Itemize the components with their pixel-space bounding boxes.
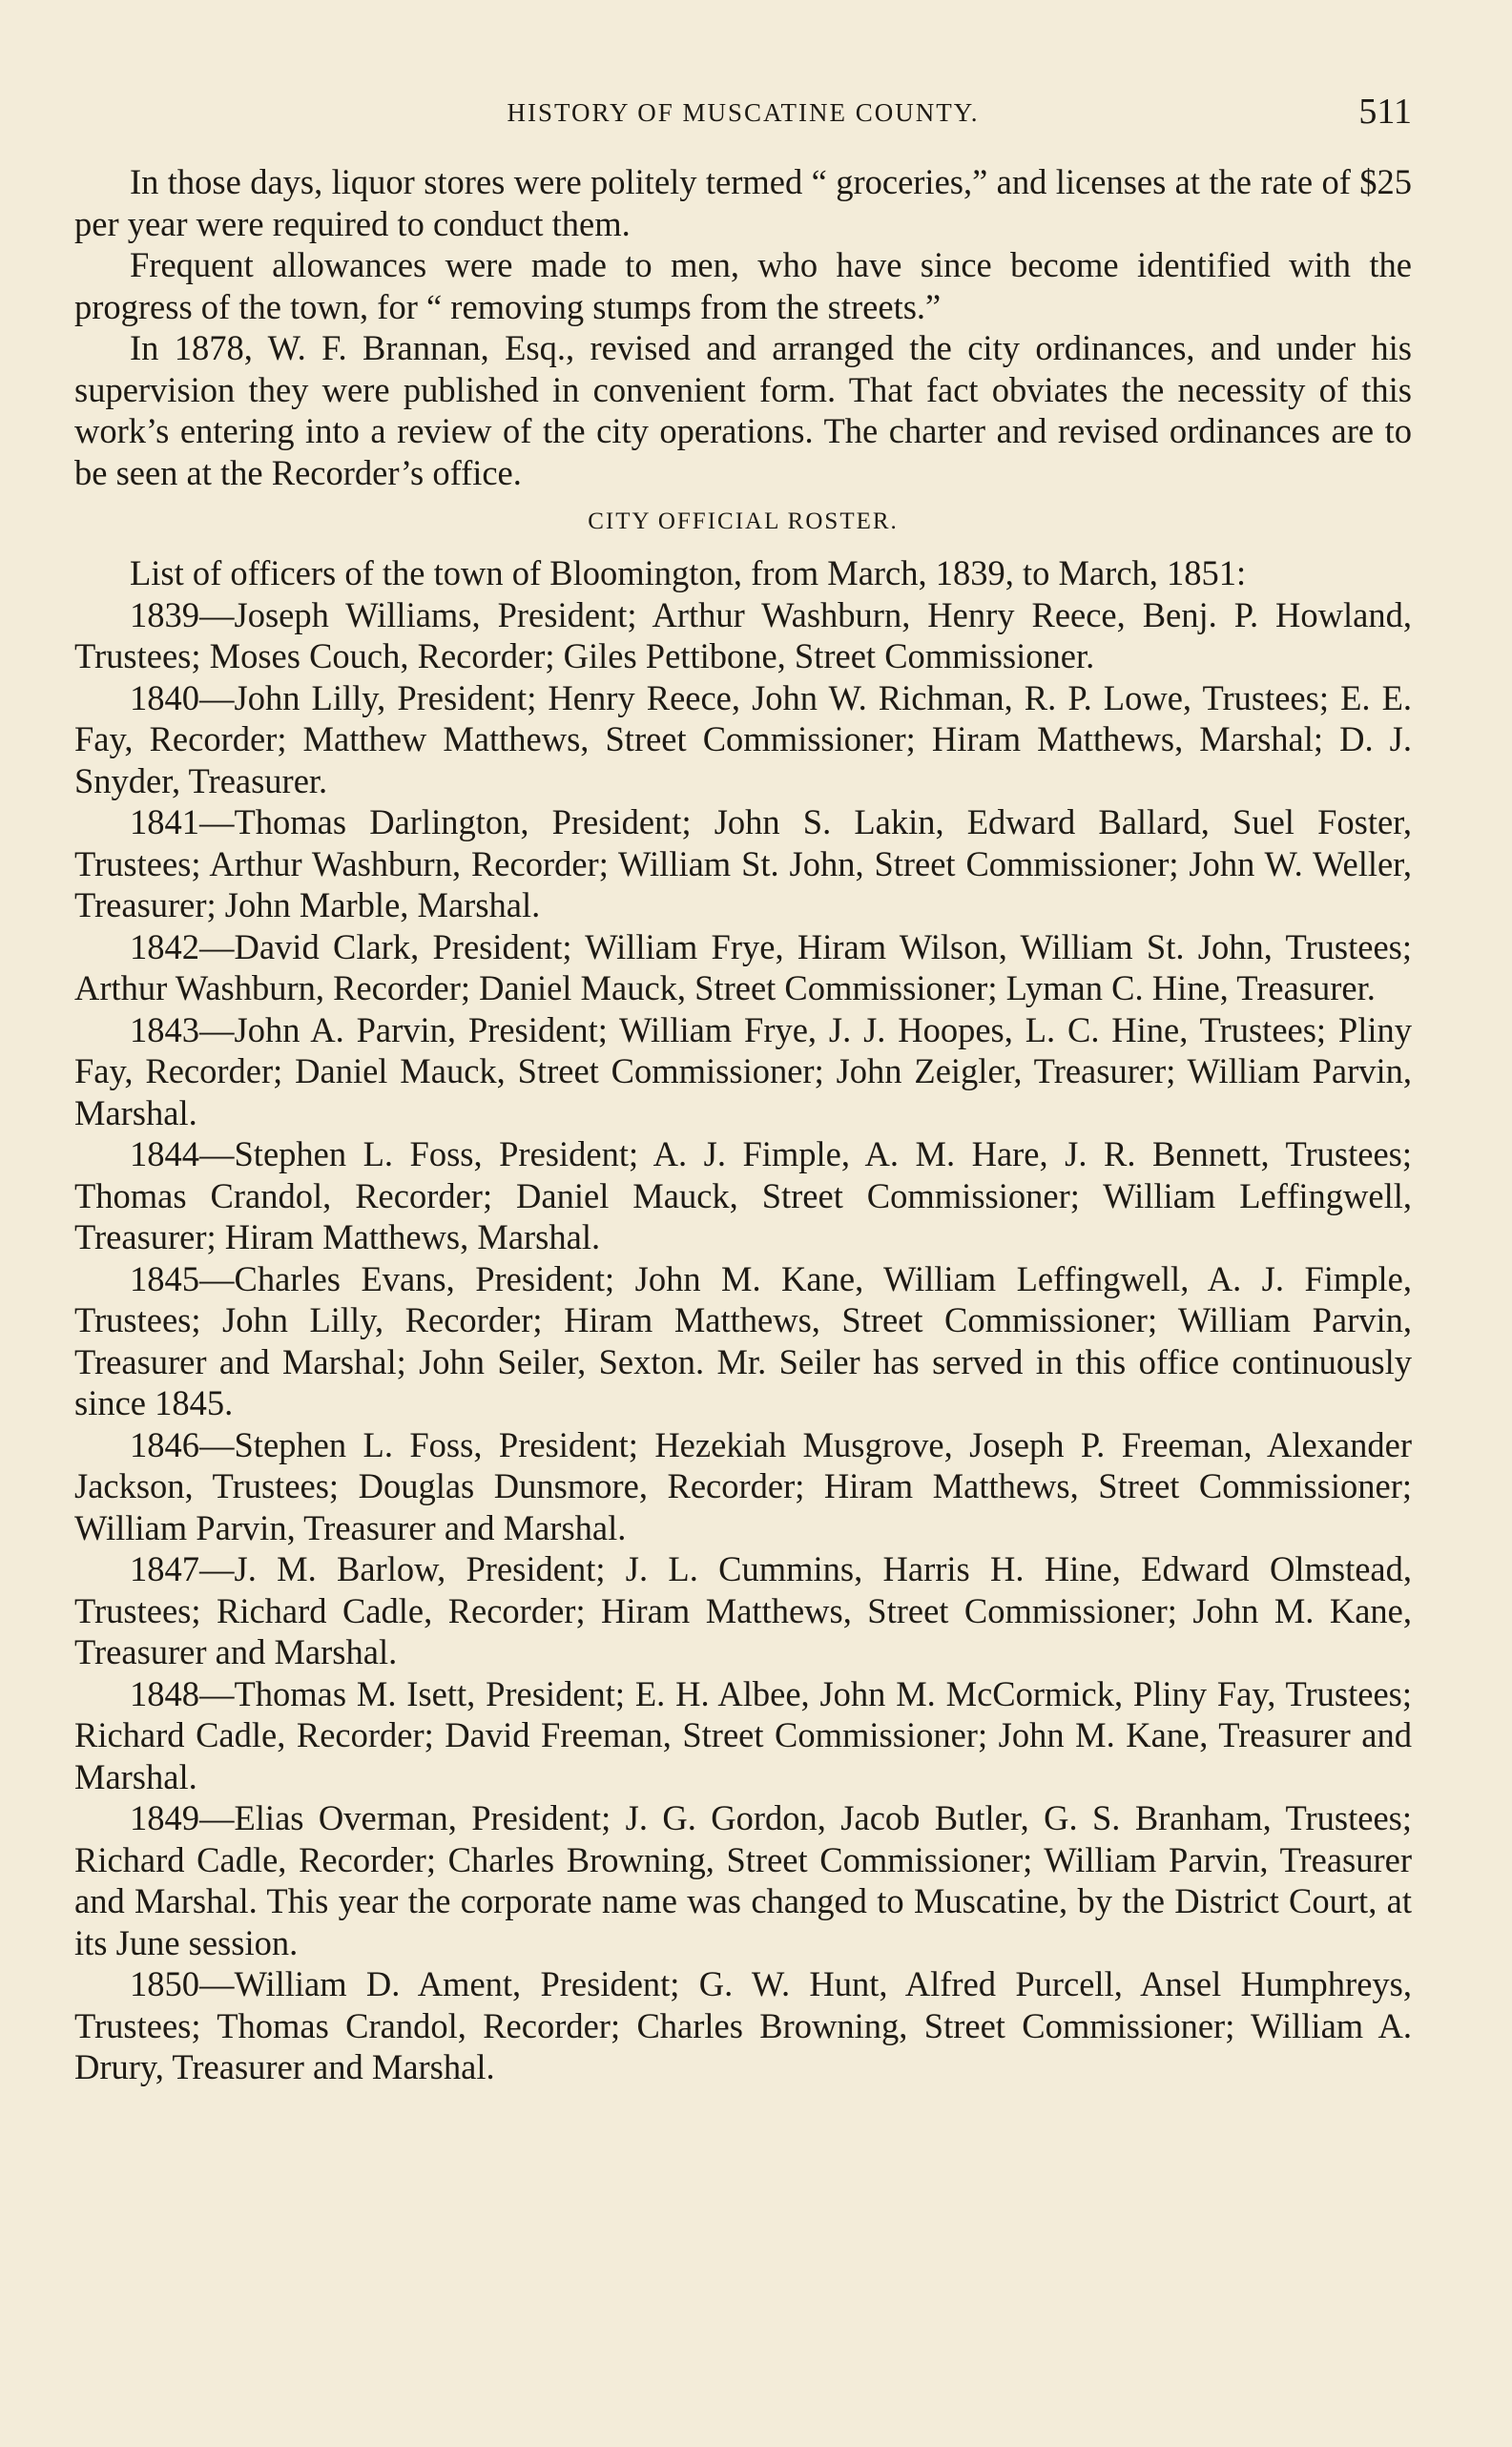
roster-entry-1847: 1847—J. M. Barlow, President; J. L. Cummins, Harris H. Hine, Edward Olmstead, Trustees; Richard Cadle, Recorder; Hiram Matthews, Street Commissioner; John M. Kane, Treasurer and Marshal. bbox=[74, 1549, 1412, 1671]
roster-entry-1850: 1850—William D. Ament, President; G. W. Hunt, Alfred Purcell, Ansel Humphreys, Trustees; Thomas Crandol, Recorder; Charles Browning, Street Commissioner; William A. Drury, Treasurer and Marshal. bbox=[74, 1964, 1412, 2086]
roster-entry-1843: 1843—John A. Parvin, President; William Frye, J. J. Hoopes, L. C. Hine, Trustees; Pliny Fay, Recorder; Daniel Mauck, Street Commissioner; John Zeigler, Treasurer; William Parvin, Marshal. bbox=[74, 1009, 1412, 1132]
paragraph-ordinances: In 1878, W. F. Brannan, Esq., revised and arranged the city ordinances, and under his supervision they were published in convenient form. That fact obviates the necessity of this work’s entering into a review of the city operations. The charter and revised ordinances are to be seen at the Recorder’s office. bbox=[74, 328, 1412, 492]
roster-entry-1846: 1846—Stephen L. Foss, President; Hezekiah Musgrove, Joseph P. Freeman, Alexander Jackson, Trustees; Douglas Dunsmore, Recorder; Hiram Matthews, Street Commissioner; William Parvin, Treasurer and Marshal. bbox=[74, 1424, 1412, 1547]
roster-entry-1840: 1840—John Lilly, President; Henry Reece, John W. Richman, R. P. Lowe, Trustees; E. E. Fay, Recorder; Matthew Matthews, Street Commissioner; Hiram Matthews, Marshal; D. J. Snyder, Treasurer. bbox=[74, 677, 1412, 800]
roster-entry-1848: 1848—Thomas M. Isett, President; E. H. Albee, John M. McCormick, Pliny Fay, Trustees; Richard Cadle, Recorder; David Freeman, Street Commissioner; John M. Kane, Treasurer and Marshal. bbox=[74, 1673, 1412, 1796]
book-page bbox=[74, 91, 1412, 2088]
running-title: HISTORY OF MUSCATINE COUNTY. bbox=[507, 98, 980, 127]
paragraph-stumps: Frequent allowances were made to men, who have since become identified with the progress of the town, for “ removing stumps from the streets.” bbox=[74, 245, 1412, 326]
roster-intro: List of officers of the town of Bloomington, from March, 1839, to March, 1851: bbox=[130, 553, 1247, 592]
section-heading: CITY OFFICIAL ROSTER. bbox=[588, 508, 899, 534]
roster-entry-1841: 1841—Thomas Darlington, President; John S. Lakin, Edward Ballard, Suel Foster, Trustees; Arthur Washburn, Recorder; William St. John, Street Commissioner; John W. Weller, Treasurer; John Marble, Marshal. bbox=[74, 802, 1412, 924]
roster-entry-1849: 1849—Elias Overman, President; J. G. Gordon, Jacob Butler, G. S. Branham, Trustees; Richard Cadle, Recorder; Charles Browning, Street Commissioner; William Parvin, Treasurer and Marshal. This year the corporate name was changed to Muscatine, by the District Court, at its June session. bbox=[74, 1798, 1412, 1962]
roster-entry-1842: 1842—David Clark, President; William Frye, Hiram Wilson, William St. John, Trustees; Arthur Washburn, Recorder; Daniel Mauck, Street Commissioner; Lyman C. Hine, Treasurer. bbox=[74, 926, 1412, 1007]
roster-entry-1844: 1844—Stephen L. Foss, President; A. J. Fimple, A. M. Hare, J. R. Bennett, Trustees; Thomas Crandol, Recorder; Daniel Mauck, Street Commissioner; William Leffingwell, Treasurer; Hiram Matthews, Marshal. bbox=[74, 1134, 1412, 1256]
running-header bbox=[74, 91, 1412, 140]
paragraph-groceries: In those days, liquor stores were politely termed “ groceries,” and licenses at the rate of $25 per year were required to conduct them. bbox=[74, 162, 1412, 243]
roster-entry-1845: 1845—Charles Evans, President; John M. Kane, William Leffingwell, A. J. Fimple, Trustees; John Lilly, Recorder; Hiram Matthews, Street Commissioner; William Parvin, Treasurer and Marshal; John Seiler, Sexton. Mr. Seiler has served in this office continuously since 1845. bbox=[74, 1258, 1412, 1422]
page-number: 511 bbox=[1358, 92, 1412, 132]
roster-entry-1839: 1839—Joseph Williams, President; Arthur Washburn, Henry Reece, Benj. P. Howland, Trustees; Moses Couch, Recorder; Giles Pettibone, Street Commissioner. bbox=[74, 594, 1412, 675]
